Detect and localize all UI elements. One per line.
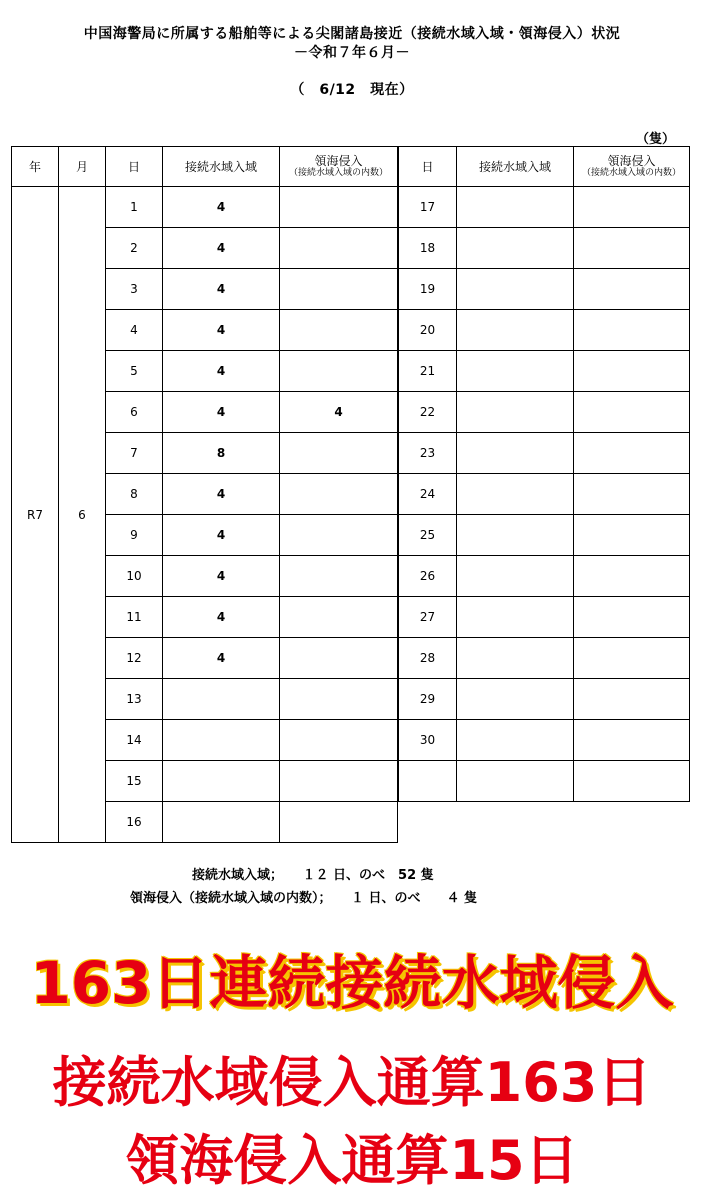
header-month: 月	[59, 147, 106, 187]
day-cell: 23	[399, 433, 457, 474]
header-contiguous: 接続水域入域	[163, 147, 280, 187]
contiguous-cell	[457, 597, 574, 638]
contiguous-cell	[163, 720, 280, 761]
territorial-cell	[574, 187, 690, 228]
territorial-cell	[574, 269, 690, 310]
day-cell: 16	[106, 802, 163, 843]
day-cell: 24	[399, 474, 457, 515]
territorial-cell	[280, 720, 398, 761]
day-cell: 20	[399, 310, 457, 351]
day-cell: 26	[399, 556, 457, 597]
table-header-row	[399, 147, 690, 187]
contiguous-cell	[163, 679, 280, 720]
contiguous-cell	[457, 474, 574, 515]
table-row	[399, 679, 690, 720]
table-row	[399, 761, 690, 802]
territorial-cell	[280, 802, 398, 843]
contiguous-cell: 4	[163, 392, 280, 433]
table-row	[399, 310, 690, 351]
territorial-cell	[280, 638, 398, 679]
territorial-cell	[574, 638, 690, 679]
day-cell: 10	[106, 556, 163, 597]
contiguous-cell	[163, 802, 280, 843]
table-row	[399, 556, 690, 597]
contiguous-cell: 4	[163, 187, 280, 228]
territorial-cell	[280, 351, 398, 392]
territorial-cell	[574, 556, 690, 597]
day-cell: 13	[106, 679, 163, 720]
day-cell: 8	[106, 474, 163, 515]
day-cell: 29	[399, 679, 457, 720]
contiguous-cell: 8	[163, 433, 280, 474]
day-cell: 14	[106, 720, 163, 761]
territorial-cell	[574, 679, 690, 720]
day-cell: 5	[106, 351, 163, 392]
territorial-cell	[574, 720, 690, 761]
overlay-consecutive-days: 163日連続接続水域侵入	[30, 949, 674, 1017]
contiguous-cell	[457, 228, 574, 269]
day-cell: 1	[106, 187, 163, 228]
contiguous-cell	[457, 720, 574, 761]
day-cell: 18	[399, 228, 457, 269]
header-territorial-sub: （接続水域入域の内数）	[288, 168, 388, 178]
territorial-cell	[280, 679, 398, 720]
right-table	[398, 146, 690, 802]
day-cell: 28	[399, 638, 457, 679]
table-row	[399, 187, 690, 228]
contiguous-cell	[457, 351, 574, 392]
contiguous-cell	[457, 638, 574, 679]
contiguous-cell	[457, 679, 574, 720]
territorial-cell	[574, 433, 690, 474]
day-cell: 30	[399, 720, 457, 761]
territorial-cell	[574, 228, 690, 269]
territorial-cell	[280, 761, 398, 802]
contiguous-cell	[457, 269, 574, 310]
unit-label: （隻）	[636, 132, 676, 147]
day-cell: 7	[106, 433, 163, 474]
day-cell: 3	[106, 269, 163, 310]
table-row	[399, 228, 690, 269]
year-cell: R7	[12, 187, 59, 843]
table-row	[399, 720, 690, 761]
table-row	[399, 269, 690, 310]
contiguous-cell	[457, 310, 574, 351]
contiguous-cell	[457, 433, 574, 474]
contiguous-cell	[457, 556, 574, 597]
territorial-cell	[280, 269, 398, 310]
header-contiguous: 接続水域入域	[457, 147, 574, 187]
document-title: 中国海警局に所属する船舶等による尖閣諸島接近（接続水域入域・領海侵入）状況	[83, 26, 621, 42]
day-cell: 4	[106, 310, 163, 351]
day-cell: 27	[399, 597, 457, 638]
header-territorial-label: 領海侵入	[314, 154, 363, 168]
table-row	[399, 597, 690, 638]
contiguous-cell: 4	[163, 556, 280, 597]
contiguous-cell: 4	[163, 228, 280, 269]
territorial-cell	[574, 310, 690, 351]
contiguous-cell: 4	[163, 310, 280, 351]
day-cell: 21	[399, 351, 457, 392]
contiguous-cell	[163, 761, 280, 802]
territorial-cell	[574, 474, 690, 515]
day-cell: 15	[106, 761, 163, 802]
contiguous-cell	[457, 515, 574, 556]
territorial-cell	[280, 187, 398, 228]
header-territorial-sub: （接続水域入域の内数）	[581, 168, 681, 178]
territorial-cell	[280, 556, 398, 597]
table-row	[399, 351, 690, 392]
day-cell: 12	[106, 638, 163, 679]
contiguous-cell: 4	[163, 474, 280, 515]
header-territorial	[574, 147, 690, 187]
territorial-cell	[280, 597, 398, 638]
contiguous-cell: 4	[163, 638, 280, 679]
summary-territorial: 領海侵入（接続水域入域の内数）； １ 日、のべ ４ 隻	[130, 891, 478, 906]
contiguous-cell: 4	[163, 351, 280, 392]
table-row	[399, 638, 690, 679]
contiguous-cell: 4	[163, 597, 280, 638]
overlay-territorial-total: 領海侵入通算15日	[125, 1129, 579, 1192]
table-row	[399, 392, 690, 433]
day-cell: 19	[399, 269, 457, 310]
day-cell	[399, 761, 457, 802]
header-territorial-label: 領海侵入	[607, 154, 656, 168]
contiguous-cell	[457, 761, 574, 802]
territorial-cell	[574, 597, 690, 638]
territorial-cell	[574, 351, 690, 392]
territorial-cell	[280, 474, 398, 515]
table-header-row	[12, 147, 398, 187]
day-cell: 22	[399, 392, 457, 433]
overlay-contiguous-total: 接続水域侵入通算163日	[52, 1051, 652, 1114]
territorial-cell	[574, 515, 690, 556]
day-cell: 17	[399, 187, 457, 228]
day-cell: 2	[106, 228, 163, 269]
summary-contiguous: 接続水域入域； １２ 日、のべ 52 隻	[192, 868, 434, 883]
as-of-date: （ 6/12 現在）	[290, 82, 414, 98]
territorial-cell	[574, 761, 690, 802]
header-territorial	[280, 147, 398, 187]
territorial-cell	[574, 392, 690, 433]
month-cell: 6	[59, 187, 106, 843]
header-year: 年	[12, 147, 59, 187]
day-cell: 11	[106, 597, 163, 638]
day-cell: 9	[106, 515, 163, 556]
territorial-cell	[280, 515, 398, 556]
territorial-cell	[280, 310, 398, 351]
territorial-cell	[280, 228, 398, 269]
table-row	[399, 515, 690, 556]
contiguous-cell: 4	[163, 269, 280, 310]
contiguous-cell	[457, 187, 574, 228]
header-day: 日	[399, 147, 457, 187]
territorial-cell: 4	[280, 392, 398, 433]
table-row	[12, 187, 398, 228]
day-cell: 6	[106, 392, 163, 433]
territorial-cell	[280, 433, 398, 474]
table-row	[399, 433, 690, 474]
day-cell: 25	[399, 515, 457, 556]
header-day: 日	[106, 147, 163, 187]
contiguous-cell	[457, 392, 574, 433]
contiguous-cell: 4	[163, 515, 280, 556]
left-table	[11, 146, 398, 843]
table-row	[399, 474, 690, 515]
document-subtitle: －令和７年６月－	[294, 45, 410, 61]
